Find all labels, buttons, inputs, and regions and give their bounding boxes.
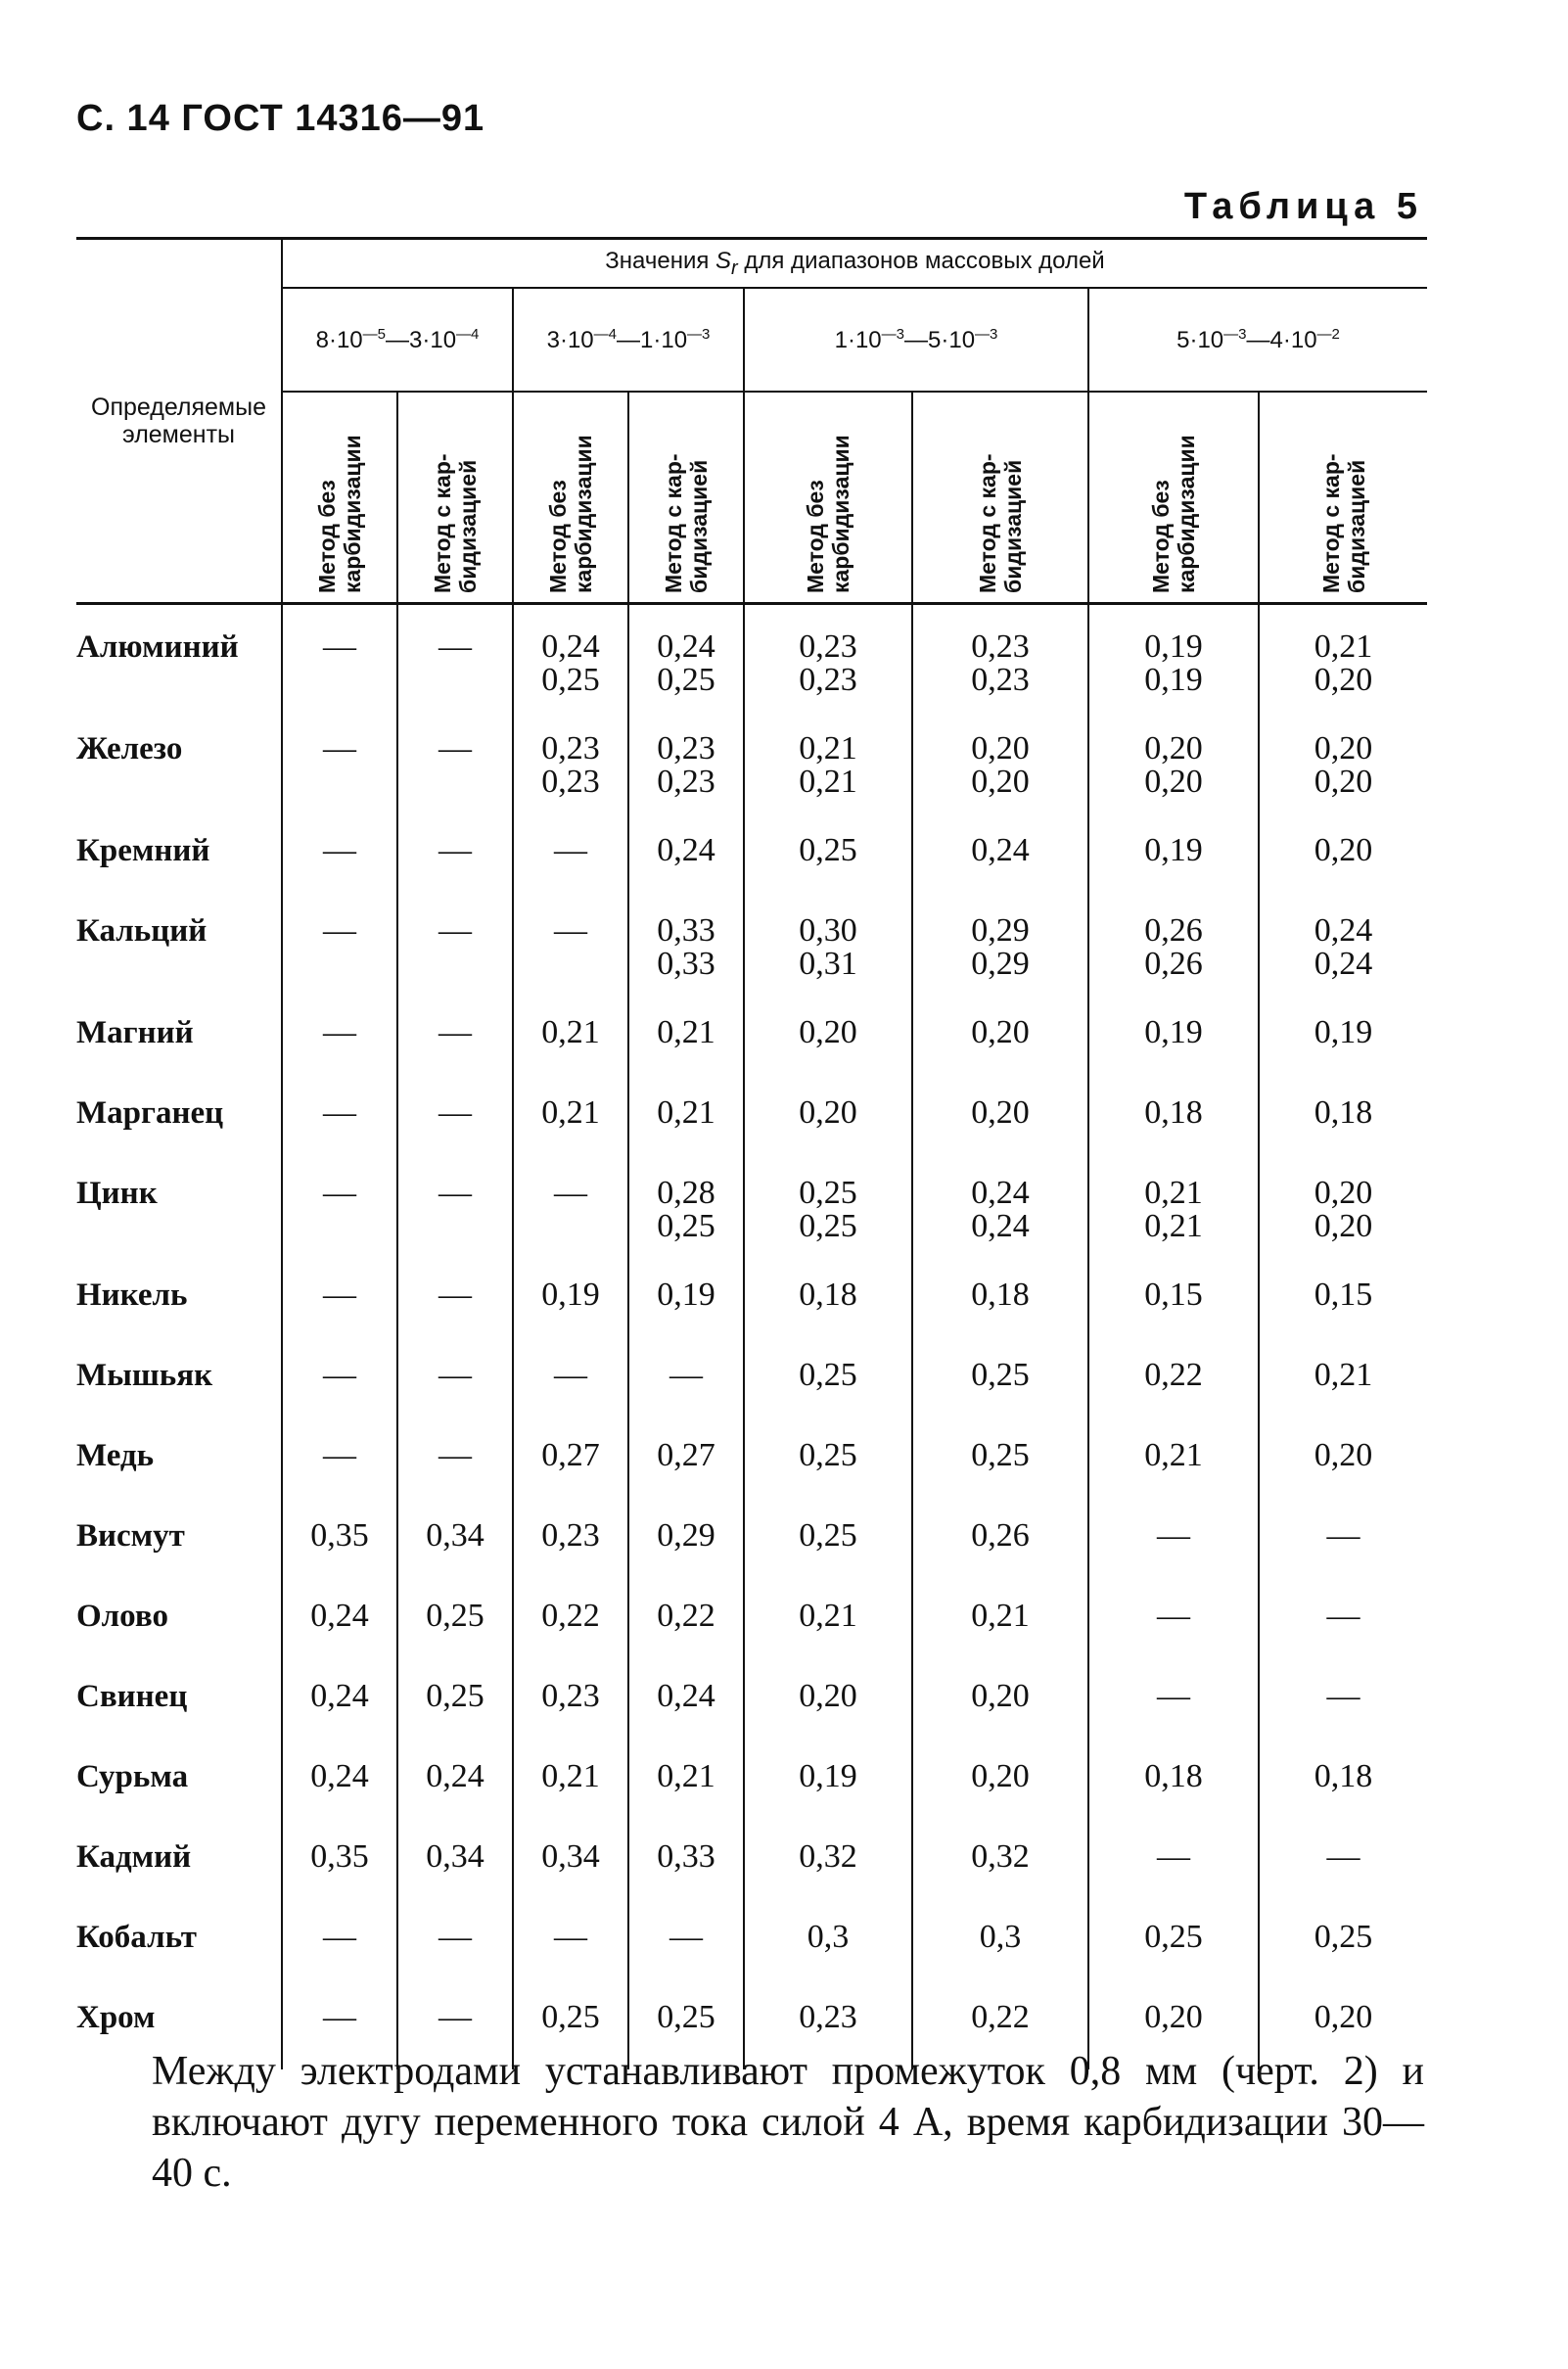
value-cell: 0,18 xyxy=(1259,1748,1427,1829)
element-name-cell: Олово xyxy=(76,1599,168,1634)
table-row xyxy=(76,1267,1427,1347)
method-label: Метод с кар- бидизацией xyxy=(430,453,481,593)
value-cell: 0,33 0,33 xyxy=(628,903,744,1004)
method-label: Метод без карбидизации xyxy=(1148,435,1199,593)
value-cell: 0,20 0,20 xyxy=(1259,720,1427,822)
table-row xyxy=(76,1004,1427,1085)
value-cell: 0,35 xyxy=(282,1508,397,1588)
method-header-without xyxy=(282,392,397,604)
value-cell: — xyxy=(513,903,628,1004)
value-cell: 0,23 0,23 xyxy=(628,720,744,822)
method-label: Метод с кар- бидизацией xyxy=(975,453,1026,593)
value-cell: 0,32 xyxy=(912,1829,1088,1909)
element-name-cell: Висмут xyxy=(76,1518,185,1554)
value-cell: — xyxy=(282,1004,397,1085)
value-cell: 0,21 0,21 xyxy=(744,720,912,822)
value-cell: 0,21 0,20 xyxy=(1259,604,1427,721)
table-row xyxy=(76,1347,1427,1427)
value-cell: 0,3 xyxy=(744,1909,912,1989)
value-cell: 0,24 xyxy=(628,822,744,903)
value-cell: — xyxy=(282,1267,397,1347)
value-cell: 0,24 0,25 xyxy=(513,604,628,721)
value-cell: 0,22 xyxy=(513,1588,628,1668)
element-name-cell: Цинк xyxy=(76,1176,158,1211)
range-header: $3\cdot 10^{—4}—1\cdot 10^{—3}$ xyxy=(513,288,744,392)
value-cell: 0,29 xyxy=(628,1508,744,1588)
range-header: $5\cdot 10^{—3}—4\cdot 10^{—2}$ xyxy=(1088,288,1427,392)
value-cell: — xyxy=(282,720,397,822)
value-cell: — xyxy=(282,1427,397,1508)
value-cell: — xyxy=(282,1165,397,1267)
table-row xyxy=(76,604,1427,721)
value-cell: 0,24 xyxy=(282,1588,397,1668)
table-row xyxy=(76,1165,1427,1267)
value-cell: 0,25 xyxy=(912,1347,1088,1427)
value-cell: — xyxy=(397,822,513,903)
value-cell: 0,34 xyxy=(397,1829,513,1909)
elements-header-label: Определяемые элементы xyxy=(91,394,266,448)
value-cell: 0,21 0,21 xyxy=(1088,1165,1259,1267)
table-row xyxy=(76,1829,1427,1909)
value-cell: 0,21 xyxy=(513,1004,628,1085)
value-cell: — xyxy=(513,1909,628,1989)
value-cell: 0,23 0,23 xyxy=(744,604,912,721)
element-name-cell: Никель xyxy=(76,1277,188,1313)
body-paragraph: Между электродами устанавливают промежуток 0,8 мм (черт. 2) и включают дугу переменного тока силой 4 А, время карбидизации 30—40 с. xyxy=(152,2049,1424,2196)
group-header xyxy=(282,240,1427,288)
values-table xyxy=(76,237,1427,2069)
value-cell: 0,28 0,25 xyxy=(628,1165,744,1267)
page-header: С. 14 ГОСТ 14316—91 xyxy=(76,98,485,139)
table-row xyxy=(76,1588,1427,1668)
value-cell: 0,15 xyxy=(1259,1267,1427,1347)
element-name-cell: Железо xyxy=(76,731,183,766)
element-name-cell: Мышьяк xyxy=(76,1358,213,1393)
value-cell: — xyxy=(282,1347,397,1427)
value-cell: 0,25 xyxy=(397,1668,513,1748)
value-cell: 0,29 0,29 xyxy=(912,903,1088,1004)
value-cell: 0,18 xyxy=(1088,1085,1259,1165)
method-header-without xyxy=(744,392,912,604)
value-cell: 0,20 xyxy=(744,1004,912,1085)
value-cell: 0,20 xyxy=(912,1085,1088,1165)
value-cell: 0,25 xyxy=(513,1989,628,2069)
value-cell: 0,19 xyxy=(1088,1004,1259,1085)
table-body xyxy=(76,604,1427,2070)
value-cell: 0,20 xyxy=(912,1668,1088,1748)
value-cell: 0,33 xyxy=(628,1829,744,1909)
value-cell: 0,27 xyxy=(513,1427,628,1508)
value-cell: — xyxy=(397,720,513,822)
value-cell: 0,22 xyxy=(912,1989,1088,2069)
value-cell: 0,25 xyxy=(628,1989,744,2069)
value-cell: 0,25 xyxy=(744,1427,912,1508)
value-cell: — xyxy=(397,1085,513,1165)
table-row xyxy=(76,1668,1427,1748)
method-header-with xyxy=(628,392,744,604)
value-cell: 0,19 xyxy=(628,1267,744,1347)
value-cell: 0,26 0,26 xyxy=(1088,903,1259,1004)
value-cell: 0,24 0,24 xyxy=(912,1165,1088,1267)
value-cell: 0,18 xyxy=(744,1267,912,1347)
table-row xyxy=(76,822,1427,903)
value-cell: — xyxy=(282,903,397,1004)
value-cell: 0,21 xyxy=(513,1748,628,1829)
table-row xyxy=(76,1748,1427,1829)
table-row xyxy=(76,1085,1427,1165)
method-header-without xyxy=(1088,392,1259,604)
table-row xyxy=(76,1508,1427,1588)
method-header-with xyxy=(912,392,1088,604)
value-cell: 0,20 xyxy=(1259,822,1427,903)
value-cell: — xyxy=(397,1909,513,1989)
value-cell: — xyxy=(282,604,397,721)
elements-column-header xyxy=(76,240,282,604)
table-row xyxy=(76,1909,1427,1989)
element-name-cell: Магний xyxy=(76,1015,194,1050)
value-cell: 0,25 xyxy=(1088,1909,1259,1989)
group-header-label: Значения $S_r$ для диапазонов массовых долей xyxy=(605,247,1105,279)
element-name-cell: Марганец xyxy=(76,1095,224,1131)
value-cell: — xyxy=(513,822,628,903)
value-cell: 0,23 xyxy=(513,1508,628,1588)
value-cell: — xyxy=(397,903,513,1004)
method-header-without xyxy=(513,392,628,604)
value-cell: — xyxy=(1088,1668,1259,1748)
value-cell: 0,24 xyxy=(397,1748,513,1829)
value-cell: 0,24 xyxy=(628,1668,744,1748)
value-cell: 0,24 0,24 xyxy=(1259,903,1427,1004)
value-cell: 0,25 xyxy=(1259,1909,1427,1989)
value-cell: 0,20 0,20 xyxy=(1088,720,1259,822)
value-cell: 0,23 0,23 xyxy=(513,720,628,822)
element-name-cell: Медь xyxy=(76,1438,155,1473)
value-cell: 0,25 0,25 xyxy=(744,1165,912,1267)
value-cell: — xyxy=(397,1165,513,1267)
value-cell: — xyxy=(282,1085,397,1165)
value-cell: — xyxy=(513,1165,628,1267)
value-cell: 0,20 xyxy=(744,1085,912,1165)
value-cell: 0,20 xyxy=(1259,1427,1427,1508)
value-cell: 0,21 xyxy=(513,1085,628,1165)
value-cell: — xyxy=(628,1909,744,1989)
value-cell: 0,3 xyxy=(912,1909,1088,1989)
method-label: Метод без карбидизации xyxy=(803,435,853,593)
method-label: Метод без карбидизации xyxy=(545,435,596,593)
value-cell: 0,21 xyxy=(744,1588,912,1668)
element-name-cell: Кадмий xyxy=(76,1839,192,1875)
value-cell: — xyxy=(1259,1508,1427,1588)
value-cell: 0,24 0,25 xyxy=(628,604,744,721)
value-cell: — xyxy=(1088,1588,1259,1668)
value-cell: 0,21 xyxy=(628,1748,744,1829)
value-cell: 0,19 xyxy=(744,1748,912,1829)
element-name-cell: Хром xyxy=(76,2000,156,2035)
value-cell: 0,20 xyxy=(912,1748,1088,1829)
value-cell: 0,32 xyxy=(744,1829,912,1909)
table-caption: Таблица 5 xyxy=(1183,186,1423,227)
element-name-cell: Свинец xyxy=(76,1679,188,1714)
value-cell: — xyxy=(282,1989,397,2069)
method-header-with xyxy=(397,392,513,604)
value-cell: 0,18 xyxy=(912,1267,1088,1347)
value-cell: 0,19 xyxy=(513,1267,628,1347)
value-cell: 0,19 0,19 xyxy=(1088,604,1259,721)
value-cell: 0,34 xyxy=(397,1508,513,1588)
value-cell: — xyxy=(397,1267,513,1347)
value-cell: 0,19 xyxy=(1259,1004,1427,1085)
value-cell: — xyxy=(282,1909,397,1989)
element-name-cell: Сурьма xyxy=(76,1759,189,1794)
value-cell: — xyxy=(1088,1508,1259,1588)
value-cell: — xyxy=(397,1427,513,1508)
value-cell: 0,24 xyxy=(912,822,1088,903)
value-cell: 0,21 xyxy=(912,1588,1088,1668)
value-cell: 0,21 xyxy=(628,1004,744,1085)
value-cell: — xyxy=(1259,1668,1427,1748)
value-cell: 0,25 xyxy=(744,1347,912,1427)
value-cell: 0,22 xyxy=(628,1588,744,1668)
element-name-cell: Кобальт xyxy=(76,1920,197,1955)
value-cell: 0,26 xyxy=(912,1508,1088,1588)
value-cell: — xyxy=(282,822,397,903)
value-cell: 0,21 xyxy=(628,1085,744,1165)
value-cell: 0,24 xyxy=(282,1668,397,1748)
value-cell: — xyxy=(397,1347,513,1427)
value-cell: 0,34 xyxy=(513,1829,628,1909)
value-cell: — xyxy=(513,1347,628,1427)
table-row xyxy=(76,1427,1427,1508)
value-cell: 0,23 xyxy=(744,1989,912,2069)
value-cell: — xyxy=(1259,1588,1427,1668)
value-cell: — xyxy=(397,1004,513,1085)
value-cell: 0,27 xyxy=(628,1427,744,1508)
value-cell: 0,21 xyxy=(1259,1347,1427,1427)
table-row xyxy=(76,903,1427,1004)
element-name-cell: Кремний xyxy=(76,833,210,868)
value-cell: 0,20 xyxy=(1088,1989,1259,2069)
value-cell: 0,25 xyxy=(744,822,912,903)
range-header: $1\cdot 10^{—3}—5\cdot 10^{—3}$ xyxy=(744,288,1088,392)
range-header: $8\cdot 10^{—5}—3\cdot 10^{—4}$ xyxy=(282,288,513,392)
value-cell: 0,18 xyxy=(1088,1748,1259,1829)
table-row xyxy=(76,720,1427,822)
value-cell: — xyxy=(1259,1829,1427,1909)
value-cell: 0,23 xyxy=(513,1668,628,1748)
value-cell: 0,21 xyxy=(1088,1427,1259,1508)
value-cell: 0,25 xyxy=(744,1508,912,1588)
method-label: Метод с кар- бидизацией xyxy=(661,453,712,593)
value-cell: 0,23 0,23 xyxy=(912,604,1088,721)
value-cell: 0,20 xyxy=(744,1668,912,1748)
element-name-cell: Кальций xyxy=(76,913,208,949)
value-cell: — xyxy=(1088,1829,1259,1909)
value-cell: 0,24 xyxy=(282,1748,397,1829)
value-cell: 0,20 xyxy=(912,1004,1088,1085)
method-label: Метод без карбидизации xyxy=(314,435,365,593)
value-cell: 0,25 xyxy=(912,1427,1088,1508)
value-cell: 0,18 xyxy=(1259,1085,1427,1165)
value-cell: 0,30 0,31 xyxy=(744,903,912,1004)
value-cell: 0,20 0,20 xyxy=(912,720,1088,822)
method-label: Метод с кар- бидизацией xyxy=(1317,453,1369,593)
value-cell: 0,35 xyxy=(282,1829,397,1909)
value-cell: 0,25 xyxy=(397,1588,513,1668)
value-cell: — xyxy=(397,604,513,721)
value-cell: — xyxy=(628,1347,744,1427)
value-cell: — xyxy=(397,1989,513,2069)
method-header-with xyxy=(1259,392,1427,604)
value-cell: 0,20 0,20 xyxy=(1259,1165,1427,1267)
element-name-cell: Алюминий xyxy=(76,629,239,665)
value-cell: 0,19 xyxy=(1088,822,1259,903)
value-cell: 0,20 xyxy=(1259,1989,1427,2069)
value-cell: 0,22 xyxy=(1088,1347,1259,1427)
value-cell: 0,15 xyxy=(1088,1267,1259,1347)
